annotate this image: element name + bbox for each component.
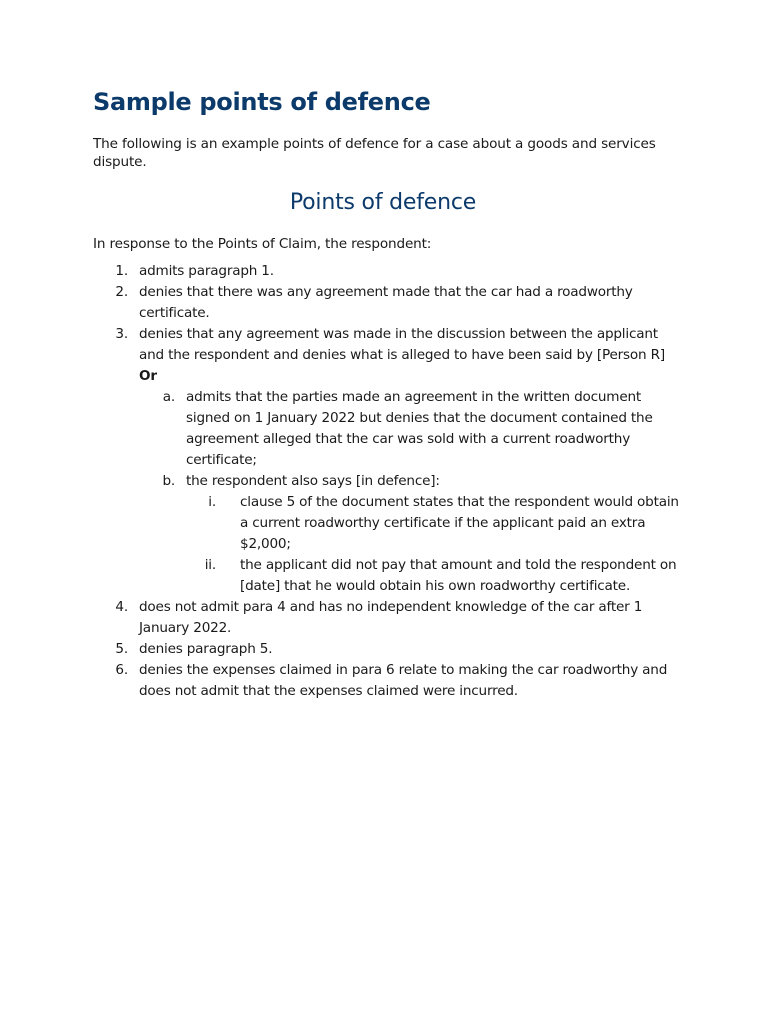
list-item [93,324,683,387]
list-item-text: denies the expenses claimed in para 6 relate to making the car roadworthy and does not admit that the expenses claimed were incurred. [139,662,668,699]
list-marker: 6. [115,662,128,678]
sub-sub-list-item [93,555,683,597]
document-title: Sample points of defence [93,88,431,116]
sub-list-marker: a. [162,389,175,405]
defence-list [93,261,683,702]
sub-list-item-text: the respondent also says [in defence]: [186,473,440,489]
list-item-text: denies paragraph 5. [139,641,273,657]
list-marker: 2. [115,284,128,300]
list-marker: 5. [115,641,128,657]
list-marker: 4. [115,599,128,615]
sub-list-item [93,471,683,492]
list-item-text: denies that any agreement was made in the discussion between the applicant and the respondent and denies what is alleged to have been said by [Person R] [139,326,665,363]
sub-sub-list-marker: i. [208,494,216,510]
list-marker: 1. [115,263,128,279]
list-marker: 3. [115,326,128,342]
list-item [93,261,683,282]
or-label: Or [139,368,157,384]
lead-paragraph: In response to the Points of Claim, the respondent: [93,236,432,252]
list-item [93,639,683,660]
list-item [93,597,683,639]
section-heading: Points of defence [289,190,477,215]
intro-paragraph: The following is an example points of defence for a case about a goods and services dispute. [93,136,656,170]
list-item-text: denies that there was any agreement made that the car had a roadworthy certificate. [139,284,633,321]
sub-list-item [93,387,683,471]
sub-sub-list-item-text: the applicant did not pay that amount and told the respondent on [date] that he would obtain his own roadworthy certificate. [240,557,677,594]
sub-list-marker: b. [162,473,175,489]
list-item [93,660,683,702]
list-item-text: does not admit para 4 and has no independent knowledge of the car after 1 January 2022. [139,599,643,636]
sub-sub-list-marker: ii. [204,557,216,573]
sub-list-item-text: admits that the parties made an agreement in the written document signed on 1 January 2022 but denies that the document contained the agreement alleged that the car was sold with a current roadworthy certificate; [186,389,653,468]
sub-sub-list-item-text: clause 5 of the document states that the respondent would obtain a current roadworthy certificate if the applicant paid an extra $2,000; [240,494,679,552]
list-item-text: admits paragraph 1. [139,263,274,279]
sub-sub-list-item [93,492,683,555]
list-item [93,282,683,324]
